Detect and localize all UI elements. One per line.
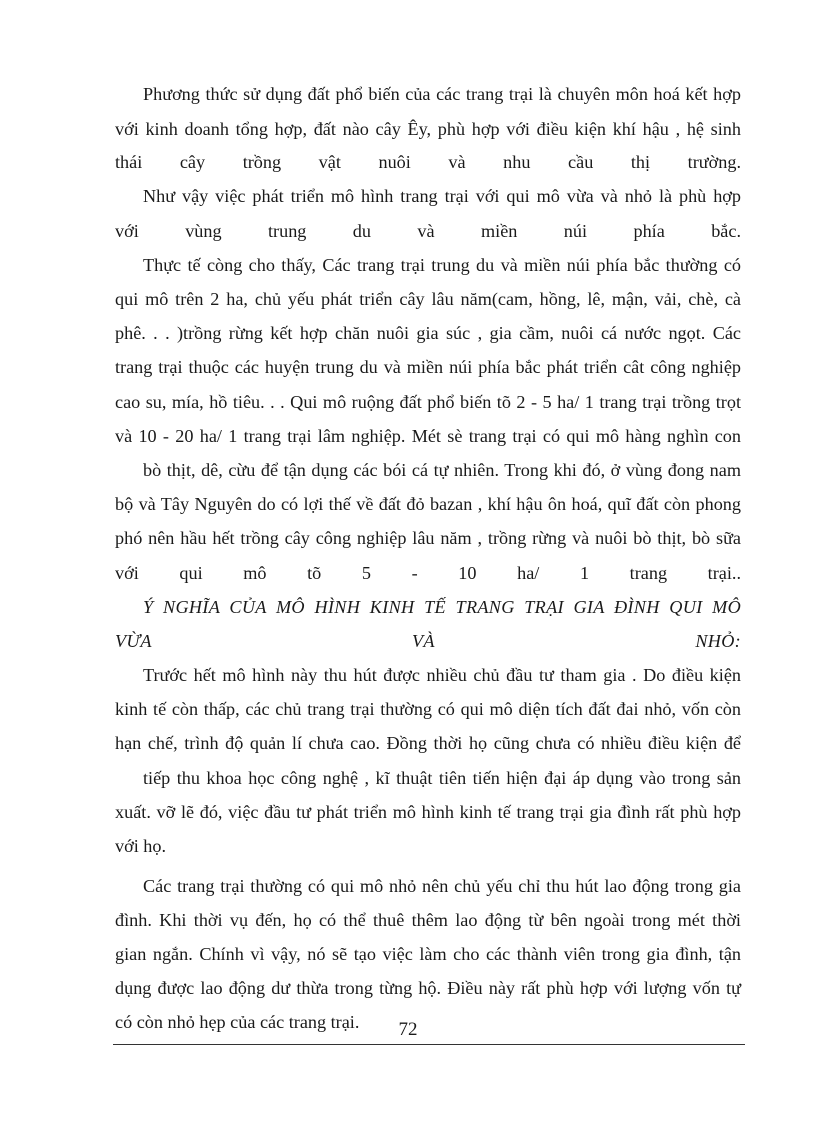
text-line: với qui mô tõ 5 - 10 ha/ 1 trang trại..	[115, 563, 741, 583]
text-line: gian ngắn. Chính vì vậy, nó sẽ tạo việc làm cho các thành viên trong gia đình, tận	[115, 944, 741, 964]
text-line: phê. . . )trồng rừng kết hợp chăn nuôi gia súc , gia cầm, nuôi cá nước ngọt. Các	[115, 323, 741, 343]
text-line: và 10 - 20 ha/ 1 trang trại lâm nghiệp. Mét sè trang trại có qui mô hàng nghìn con	[115, 426, 741, 446]
text-line: với họ.	[115, 836, 167, 856]
section-heading: Ý NGHĨA CỦA MÔ HÌNH KINH TẾ TRANG TRẠI GIA ĐÌNH QUI MÔ	[143, 597, 741, 617]
text-line: với kinh doanh tổng hợp, đất nào cây Êy, phù hợp với điều kiện khí hậu , hệ sinh	[115, 119, 741, 139]
footer-divider	[113, 1044, 745, 1045]
text-line: kinh tế còn thấp, các chủ trang trại thường có qui mô diện tích đất đai nhỏ, vốn còn	[115, 699, 741, 719]
text-line: tiếp thu khoa học công nghệ , kĩ thuật tiên tiến hiện đại áp dụng vào trong sản	[143, 768, 741, 788]
text-line: Thực tế còng cho thấy, Các trang trại trung du và miền núi phía bắc thường có	[143, 255, 741, 275]
text-line: đình. Khi thời vụ đến, họ có thể thuê thêm lao động từ bên ngoài trong mét thời	[115, 910, 741, 930]
text-line: với vùng trung du và miền núi phía bắc.	[115, 221, 741, 241]
section-heading: VỪA VÀ NHỎ:	[115, 631, 741, 651]
text-line: Phương thức sử dụng đất phổ biến của các trang trại là chuyên môn hoá kết hợp	[143, 84, 741, 104]
text-line: thái cây trồng vật nuôi và nhu cầu thị trường.	[115, 152, 741, 172]
text-line: bộ và Tây Nguyên do có lợi thế về đất đỏ bazan , khí hậu ôn hoá, quĩ đất còn phong	[115, 494, 741, 514]
text-line: dụng được lao động dư thừa trong từng hộ. Điều này rất phù hợp với lượng vốn tự	[115, 978, 741, 998]
text-line: phó nên hầu hết trồng cây công nghiệp lâu năm , trồng rừng và nuôi bò thịt, bò sữa	[115, 528, 741, 548]
text-line: có còn nhỏ hẹp của các trang trại.	[115, 1012, 360, 1032]
text-line: trang trại thuộc các huyện trung du và miền núi phía bắc phát triển cât công nghiệp	[115, 357, 741, 377]
text-line: Trước hết mô hình này thu hút được nhiều chủ đầu tư tham gia . Do điều kiện	[143, 665, 741, 685]
text-line: bò thịt, dê, cừu để tận dụng các bói cá tự nhiên. Trong khi đó, ở vùng đong nam	[143, 460, 741, 480]
text-line: xuất. vỡ lẽ đó, việc đầu tư phát triển mô hình kinh tế trang trại gia đình rất phù hợp	[115, 802, 741, 822]
text-line: hạn chế, trình độ quản lí chưa cao. Đồng thời họ cũng chưa có nhiều điều kiện để	[115, 733, 741, 753]
text-line: qui mô trên 2 ha, chủ yếu phát triển cây lâu năm(cam, hồng, lê, mận, vải, chè, cà	[115, 289, 741, 309]
page-number: 72	[398, 1019, 418, 1040]
text-line: cao su, mía, hồ tiêu. . . Qui mô ruộng đất phổ biến tõ 2 - 5 ha/ 1 trang trại trồng trọt	[115, 392, 741, 412]
text-line: Như vậy việc phát triển mô hình trang trại với qui mô vừa và nhỏ là phù hợp	[143, 186, 741, 206]
text-line: Các trang trại thường có qui mô nhỏ nên chủ yếu chỉ thu hút lao động trong gia	[143, 876, 741, 896]
